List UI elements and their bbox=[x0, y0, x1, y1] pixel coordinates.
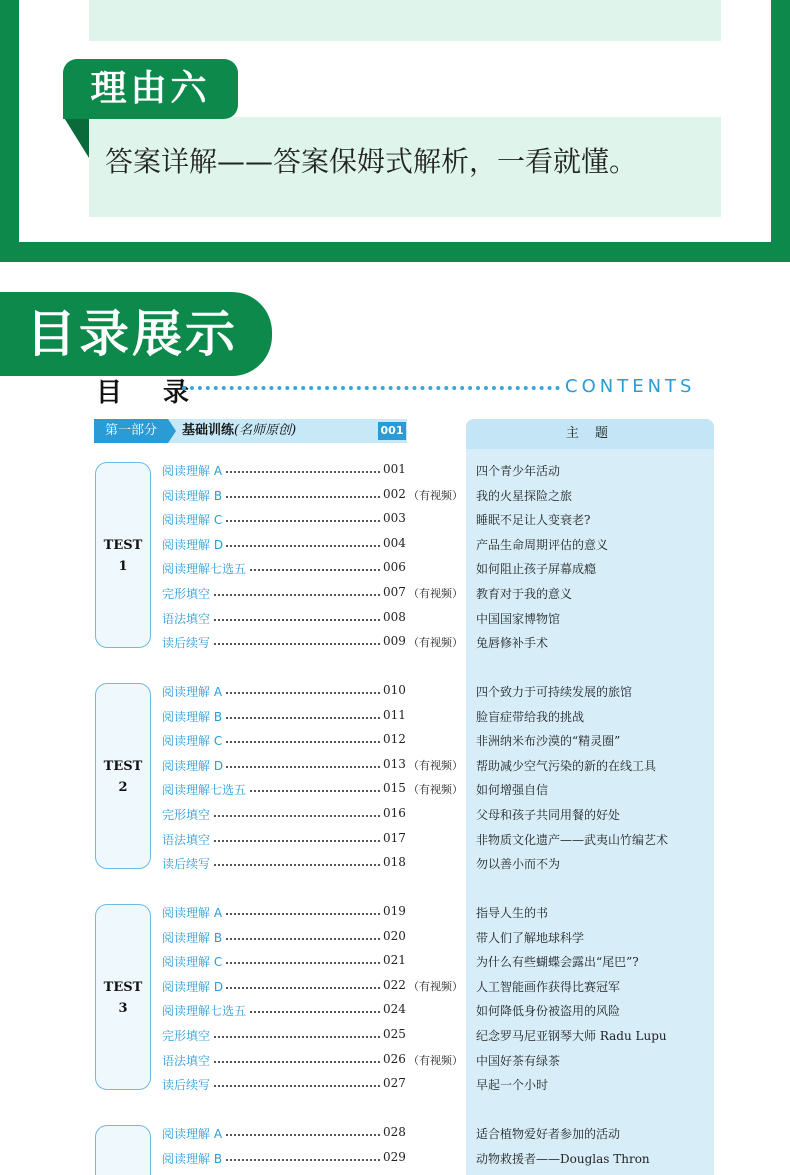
toc-dot-leader bbox=[214, 840, 380, 842]
toc-page-number: 012 bbox=[383, 732, 406, 747]
toc-topic: 纪念罗马尼亚钢琴大师 Radu Lupu bbox=[476, 1029, 667, 1043]
toc-video-note: （有视频） bbox=[408, 979, 463, 993]
toc-topic: 父母和孩子共同用餐的好处 bbox=[476, 808, 621, 822]
test-box bbox=[95, 1125, 151, 1175]
toc-section-link[interactable]: 语法填空 bbox=[162, 1053, 211, 1068]
toc-section-link[interactable]: 阅读理解 D bbox=[162, 537, 224, 552]
toc-topic: 勿以善小而不为 bbox=[476, 857, 561, 872]
toc-page-number: 025 bbox=[383, 1027, 406, 1041]
toc-dot-leader bbox=[214, 815, 380, 817]
toc-page-number: 028 bbox=[383, 1125, 406, 1139]
toc-page-number: 016 bbox=[383, 806, 406, 820]
toc-section-link[interactable]: 完形填空 bbox=[162, 1029, 211, 1043]
toc-dot-leader bbox=[226, 938, 380, 940]
toc-topic: 动物救援者——Douglas Thron bbox=[476, 1151, 650, 1166]
toc-section-link[interactable]: 阅读理解 B bbox=[162, 709, 223, 724]
toc-section-link[interactable]: 阅读理解 C bbox=[162, 513, 223, 528]
toc-section-link[interactable]: 阅读理解七选五 bbox=[162, 562, 247, 577]
panel-frame-right bbox=[771, 0, 790, 262]
toc-topic: 如何阻止孩子屏幕成瘾 bbox=[476, 562, 597, 577]
toc-topic: 脸盲症带给我的挑战 bbox=[476, 709, 585, 724]
toc-topic: 指导人生的书 bbox=[476, 906, 549, 920]
toc-topic: 我的火星探险之旅 bbox=[476, 488, 573, 503]
toc-page-number: 001 bbox=[383, 462, 406, 476]
toc-dot-leader bbox=[226, 962, 380, 964]
toc-topic: 兔唇修补手术 bbox=[476, 636, 549, 651]
toc-video-note: （有视频） bbox=[408, 488, 463, 502]
toc-dot-leader bbox=[226, 471, 380, 473]
toc-topic: 如何增强自信 bbox=[476, 783, 549, 798]
toc-dot-leader bbox=[250, 790, 380, 792]
toc-dot-leader bbox=[226, 1134, 380, 1136]
toc-section-link[interactable]: 阅读理解 A bbox=[162, 906, 223, 920]
contents-dotted-line bbox=[182, 386, 560, 390]
test-label-text: TEST bbox=[103, 980, 143, 995]
toc-video-note: （有视频） bbox=[408, 758, 463, 772]
panel-frame-bottom bbox=[0, 242, 790, 262]
theme-header-label: 主 题 bbox=[565, 426, 615, 441]
toc-section-link[interactable]: 语法填空 bbox=[162, 611, 211, 626]
toc-section-link[interactable]: 阅读理解 D bbox=[162, 979, 224, 994]
toc-section-link[interactable]: 读后续写 bbox=[162, 857, 211, 872]
toc-dot-leader bbox=[214, 594, 380, 596]
toc-video-note: （有视频） bbox=[408, 587, 463, 600]
toc-page-number: 029 bbox=[383, 1149, 406, 1164]
toc-dot-leader bbox=[214, 1085, 380, 1087]
toc-topic: 帮助减少空气污染的新的在线工具 bbox=[476, 758, 657, 773]
toc-section-link[interactable]: 阅读理解 A bbox=[162, 464, 223, 478]
test-label-number: 3 bbox=[118, 1001, 128, 1016]
toc-dot-leader bbox=[226, 496, 380, 498]
toc-page-number: 027 bbox=[383, 1076, 406, 1091]
toc-topic: 非洲纳米布沙漠的“精灵圈” bbox=[476, 734, 621, 749]
part-name-sub: (名师原创) bbox=[234, 423, 297, 438]
reason-text: 答案详解——答案保姆式解析，一看就懂。 bbox=[105, 145, 638, 178]
toc-dot-leader bbox=[226, 545, 380, 547]
toc-topic: 为什么有些蝴蝶会露出“尾巴”? bbox=[476, 955, 639, 970]
reason-panel bbox=[0, 0, 790, 262]
test-label-number: 1 bbox=[118, 559, 128, 574]
part-tag: 第一部分 bbox=[94, 419, 168, 443]
toc-page-number: 017 bbox=[383, 830, 406, 845]
toc-section-link[interactable]: 阅读理解七选五 bbox=[162, 1004, 247, 1019]
toc-topic: 四个致力于可持续发展的旅馆 bbox=[476, 685, 633, 699]
toc-video-note: （有视频） bbox=[408, 783, 463, 797]
toc-section-link[interactable]: 完形填空 bbox=[162, 808, 211, 822]
toc-page-number: 009 bbox=[383, 634, 406, 649]
toc-dot-leader bbox=[214, 1036, 380, 1038]
part-name-main: 基础训练 bbox=[182, 423, 235, 438]
toc-section-link[interactable]: 阅读理解 C bbox=[162, 955, 223, 970]
toc-topic: 带人们了解地球科学 bbox=[476, 930, 585, 945]
toc-page-number: 020 bbox=[383, 928, 406, 943]
toc-topic: 产品生命周期评估的意义 bbox=[476, 537, 609, 552]
test-label bbox=[95, 535, 151, 577]
toc-page-number: 010 bbox=[383, 683, 406, 697]
toc-topic: 中国国家博物馆 bbox=[476, 611, 561, 626]
test-label-number: 2 bbox=[118, 780, 128, 795]
toc-video-note: （有视频） bbox=[408, 636, 463, 650]
toc-dot-leader bbox=[226, 741, 380, 743]
toc-page-number: 018 bbox=[383, 855, 406, 870]
toc-section-link[interactable]: 阅读理解 A bbox=[162, 1127, 223, 1141]
test-label-text: TEST bbox=[103, 759, 143, 774]
toc-dot-leader bbox=[226, 987, 380, 989]
toc-section-link[interactable]: 语法填空 bbox=[162, 832, 211, 847]
toc-page-number: 003 bbox=[383, 511, 406, 526]
toc-dot-leader bbox=[226, 692, 380, 694]
contents-title-en: CONTENTS bbox=[565, 376, 696, 397]
toc-page-number: 006 bbox=[383, 560, 406, 575]
toc-page-number: 021 bbox=[383, 953, 406, 968]
toc-section-link[interactable]: 读后续写 bbox=[162, 1078, 211, 1093]
toc-page-number: 002 bbox=[383, 486, 406, 501]
toc-topic: 适合植物爱好者参加的活动 bbox=[476, 1127, 621, 1141]
toc-section-link[interactable]: 阅读理解 B bbox=[162, 488, 223, 503]
toc-dot-leader bbox=[214, 643, 380, 645]
toc-topic: 如何降低身份被盗用的风险 bbox=[476, 1004, 621, 1019]
toc-page-number: 011 bbox=[383, 707, 406, 722]
toc-dot-leader bbox=[250, 1011, 380, 1013]
toc-topic: 四个青少年活动 bbox=[476, 464, 561, 478]
toc-page-number: 024 bbox=[383, 1002, 406, 1017]
toc-topic: 非物质文化遗产——武夷山竹编艺术 bbox=[476, 832, 669, 847]
previous-reason-box bbox=[89, 0, 721, 41]
toc-topic: 睡眠不足让人变衰老? bbox=[476, 513, 591, 528]
toc-section-link[interactable]: 阅读理解 B bbox=[162, 1151, 223, 1166]
toc-page-number: 026 bbox=[383, 1051, 406, 1066]
toc-page-number: 015 bbox=[383, 781, 406, 796]
toc-dot-leader bbox=[226, 717, 380, 719]
test-label bbox=[95, 756, 151, 798]
toc-dot-leader bbox=[226, 766, 380, 768]
toc-video-note: （有视频） bbox=[408, 1053, 463, 1067]
toc-section-link[interactable]: 读后续写 bbox=[162, 636, 211, 651]
toc-topic: 早起一个小时 bbox=[476, 1078, 549, 1093]
toc-topic: 中国好茶有绿茶 bbox=[476, 1053, 561, 1068]
toc-dot-leader bbox=[226, 1159, 380, 1161]
toc-dot-leader bbox=[214, 619, 380, 621]
toc-section-link[interactable]: 完形填空 bbox=[162, 587, 211, 601]
test-label-text: TEST bbox=[103, 538, 143, 553]
toc-topic: 人工智能画作获得比赛冠军 bbox=[476, 979, 621, 994]
reason-tab-tail bbox=[63, 116, 89, 158]
toc-section-link[interactable]: 阅读理解 C bbox=[162, 734, 223, 749]
toc-page-number: 004 bbox=[383, 535, 406, 550]
contents-title-cn: 目 录 bbox=[96, 378, 206, 408]
part-tag-arrow bbox=[168, 419, 176, 443]
part-page-badge: 001 bbox=[378, 422, 406, 440]
toc-page-number: 007 bbox=[383, 585, 406, 599]
section-title: 目录展示 bbox=[26, 305, 238, 363]
toc-dot-leader bbox=[226, 520, 380, 522]
toc-section-link[interactable]: 阅读理解 B bbox=[162, 930, 223, 945]
toc-dot-leader bbox=[214, 1061, 380, 1063]
toc-dot-leader bbox=[250, 569, 380, 571]
toc-dot-leader bbox=[214, 864, 380, 866]
test-label bbox=[95, 977, 151, 1019]
toc-page-number: 019 bbox=[383, 904, 406, 918]
toc-section-link[interactable]: 阅读理解 D bbox=[162, 758, 224, 773]
toc-page-number: 013 bbox=[383, 756, 406, 771]
toc-topic: 教育对于我的意义 bbox=[476, 587, 573, 601]
toc-page-number: 022 bbox=[383, 977, 406, 992]
panel-frame-left bbox=[0, 0, 19, 262]
toc-dot-leader bbox=[226, 913, 380, 915]
toc-page-number: 008 bbox=[383, 609, 406, 624]
part-name bbox=[182, 419, 296, 443]
toc-section-link[interactable]: 阅读理解 A bbox=[162, 685, 223, 699]
reason-label: 理由六 bbox=[90, 68, 211, 109]
toc-section-link[interactable]: 阅读理解七选五 bbox=[162, 783, 247, 798]
